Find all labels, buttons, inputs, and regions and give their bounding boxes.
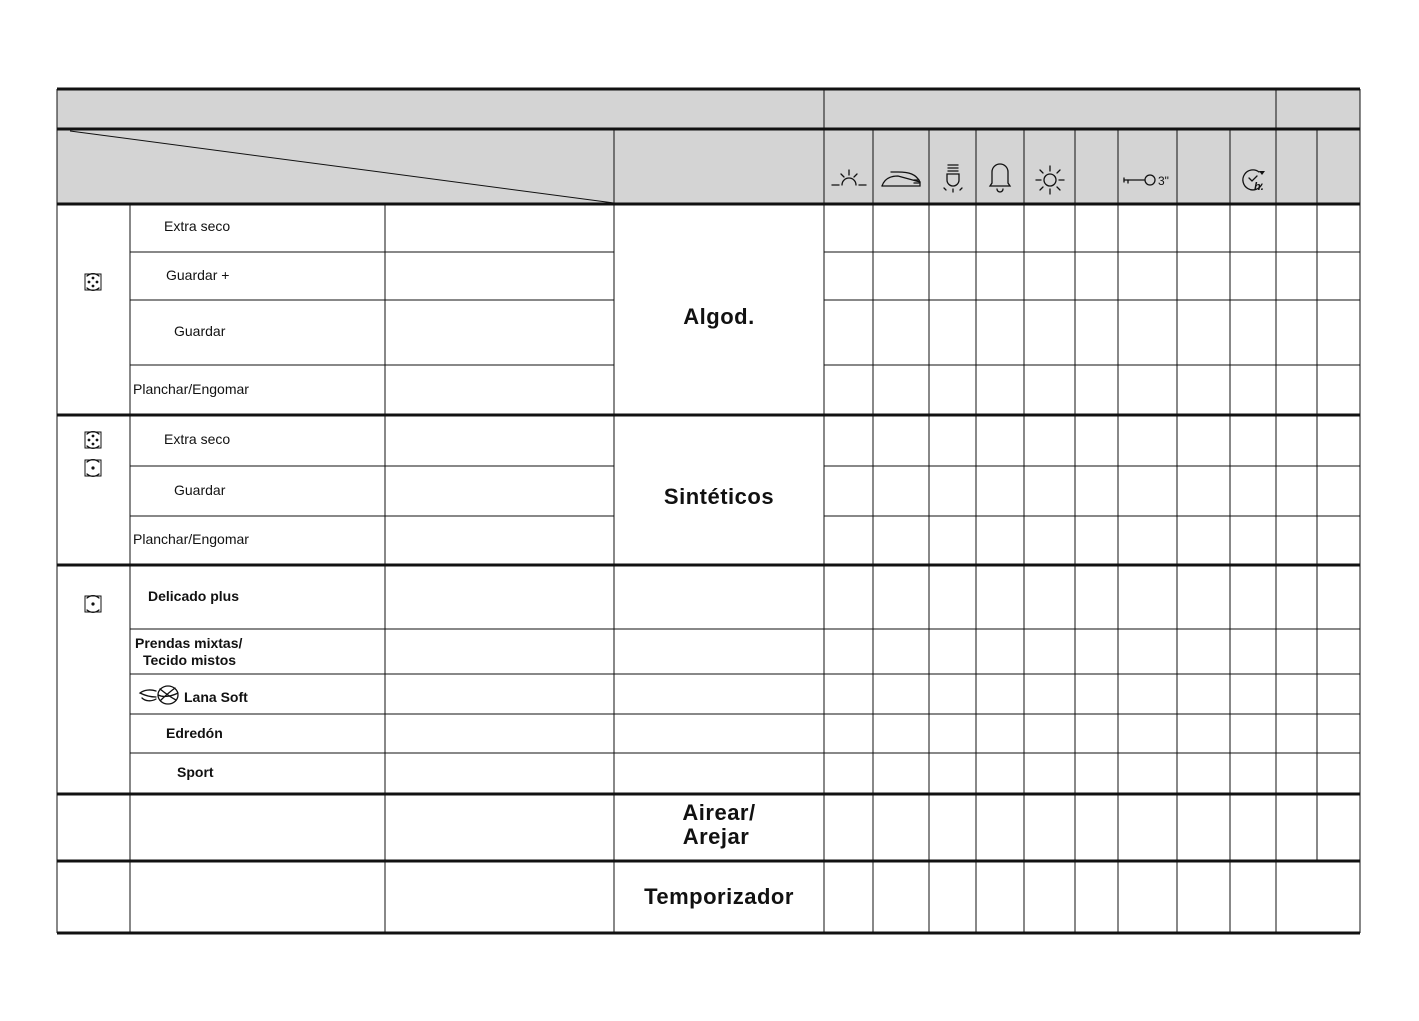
dryness-high-icon <box>85 274 101 291</box>
header-fabric-cell <box>614 129 824 203</box>
dryness-high-icon <box>85 432 101 449</box>
header-band-top <box>57 89 1360 129</box>
dryness-low-icon <box>85 460 101 477</box>
category-temporizador: Temporizador <box>644 884 794 909</box>
dryness-low-icon <box>85 596 101 613</box>
program-algod-guardar-plus: Guardar + <box>166 267 230 283</box>
program-tecido-mistos: Tecido mistos <box>143 652 237 668</box>
program-algod-planchar: Planchar/Engomar <box>133 381 249 397</box>
program-edredon: Edredón <box>166 725 223 741</box>
program-sint-guardar: Guardar <box>174 482 226 498</box>
program-sint-extra-seco: Extra seco <box>164 431 231 447</box>
program-prendas-mixtas: Prendas mixtas/ <box>135 635 243 651</box>
category-algod: Algod. <box>683 304 755 329</box>
program-sport: Sport <box>177 764 214 780</box>
timer-delay-unit: h. <box>1254 181 1264 193</box>
header-icons-band <box>824 129 1360 203</box>
category-arejar: Arejar <box>682 824 750 849</box>
program-algod-extra-seco: Extra seco <box>164 218 231 234</box>
program-delicado-plus: Delicado plus <box>148 588 240 604</box>
category-airear: Airear/ <box>682 800 756 825</box>
program-algod-guardar: Guardar <box>174 323 226 339</box>
key-lock-duration: 3" <box>1158 174 1169 188</box>
wool-logo-icon <box>140 686 178 704</box>
program-sint-planchar: Planchar/Engomar <box>133 531 249 547</box>
program-lana-soft: Lana Soft <box>184 689 248 705</box>
category-sinteticos: Sintéticos <box>663 484 775 509</box>
